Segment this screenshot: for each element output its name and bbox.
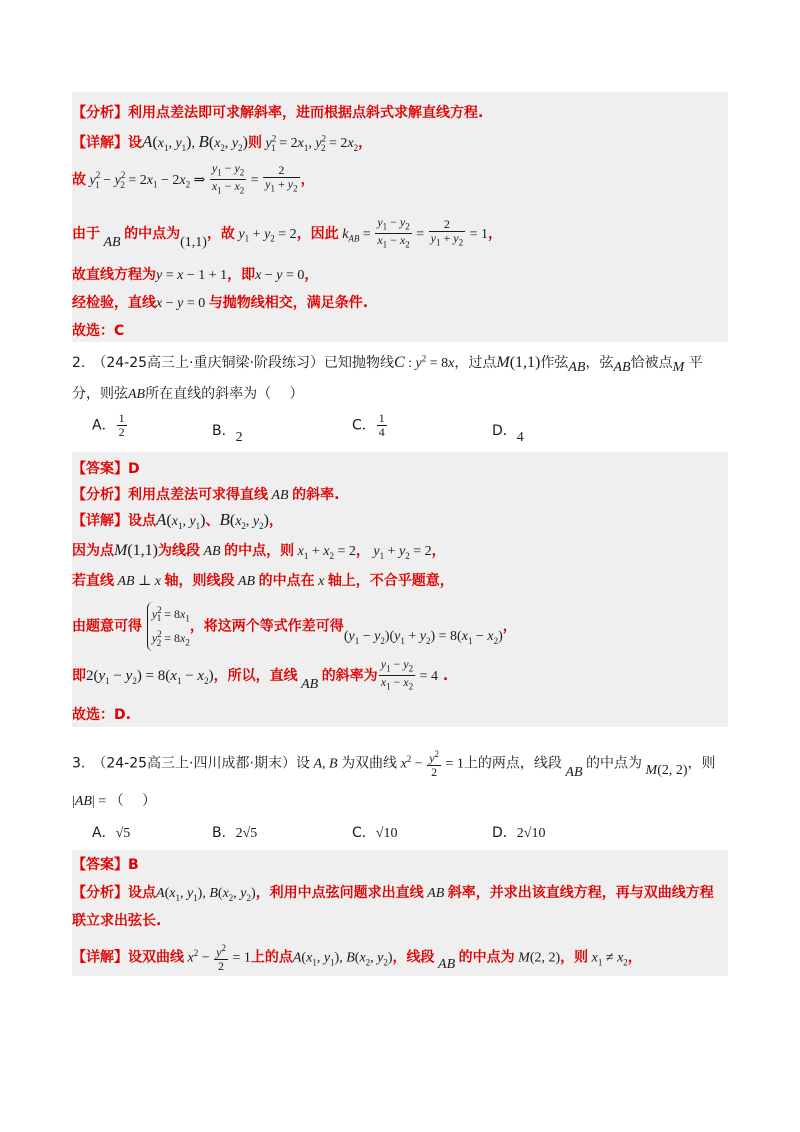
option-b[interactable]: B．2 <box>212 423 243 445</box>
detail-line-5: 经检验，直线x − y = 0 与抛物线相交，满足条件. <box>72 295 369 311</box>
option-a[interactable]: A． $\frac{1}{2}$ <box>92 411 125 439</box>
analysis-line-2: 联立求出弦长. <box>72 913 162 929</box>
detail-line-3: 若直线 AB ⊥ x 轴，则线段 AB 的中点在 x 轴上，不合乎题意， <box>72 573 454 589</box>
answer-line: 【答案】D <box>72 461 140 477</box>
choice-line: 故选：D. <box>72 707 131 723</box>
detail-line-5: 即$2(y_1 - y_2) = 8(x_1 - x_2)$，所以，直线 AB 的斜率为 $\frac{y_1 - y_2}{x_1 - x_2}$ = 4 . <box>72 657 449 692</box>
option-c[interactable]: C． $\frac{1}{4}$ <box>352 411 385 439</box>
option-c[interactable]: C．√10 <box>352 825 398 841</box>
detail-line-2: 因为点M(1,1)为线段 AB 的中点，则 $x_1 + x_2 = 2$， $y_1 + y_2 = 2$， <box>72 542 446 561</box>
solution-block-3 <box>72 850 728 976</box>
answer-line: 【答案】B <box>72 857 139 873</box>
question-3-stem-2: |AB| = （ ） <box>72 793 157 809</box>
question-3-stem: 3. （24-25高三上·四川成都·期末）设 A, B 为双曲线 $x^2$ − $\frac{y^2}{2}$ = 1上的两点，线段 AB 的中点为 M(2, 2)，则 <box>72 749 716 780</box>
option-b[interactable]: B．2√5 <box>212 825 258 841</box>
option-d[interactable]: D．2√10 <box>492 825 546 841</box>
detail-line: 【详解】设$A(x_1$, $y_1$), $B(x_2$, $y_2$)则 $y^2_1 = 2x_1$, $y^2_2 = 2x_2$， <box>72 132 373 153</box>
detail-line: 【详解】设双曲线 $x^2$ − $\frac{y^2}{2}$ = 1上的点$A(x_1$, $y_1$), $B(x_2$, $y_2$)，线段 AB 的中点为 M(2, 2)，则 $x_1 \ne x_2$， <box>72 943 642 973</box>
option-a[interactable]: A．√5 <box>92 825 131 841</box>
analysis-line: 【分析】设点$A(x_1$, $y_1$), $B(x_2$, $y_2$)，利用中点弦问题求出直线 AB 斜率，并求出该直线方程，再与双曲线方程 <box>72 885 714 903</box>
detail-line-2: 故 $y^2_1 - y^2_2 = 2x_1 - 2x_2$ ⇒ $\frac{y_1 - y_2}{x_1 - x_2}$ = $\frac{2}{y_1 + y_2}$ ， <box>72 161 315 196</box>
detail-line-3: 由于 AB 的中点为(1,1)，故 $y_1 + y_2 = 2$，因此 $k_{AB}$ = $\frac{y_1 - y_2}{x_1 - x_2}$ = $\frac{2}{y_1 + y_2}$ = 1， <box>72 215 502 250</box>
solution-block-2 <box>72 452 728 727</box>
question-2-stem-2: 分，则弦AB所在直线的斜率为（ ） <box>72 386 304 402</box>
analysis-line: 【分析】利用点差法可求得直线 AB 的斜率. <box>72 487 340 503</box>
detail-line-4: 由题意可得 $y^2_1 = 8x_1$ $y^2_2 = 8x_2$ ，将这两个等式作差可得$(y_1 - y_2)(y_1 + y_2) = 8(x_1 - x_2)$， <box>72 602 517 651</box>
choice-line: 故选：C <box>72 323 125 339</box>
solution-block-1 <box>72 92 728 342</box>
question-2-stem: 2. （24-25高三上·重庆铜梁·阶段练习）已知抛物线C : $y^2 = 8x$，过点M(1,1)作弦AB，弦AB恰被点M 平 <box>72 353 703 375</box>
analysis-line: 【分析】利用点差法即可求解斜率，进而根据点斜式求解直线方程. <box>72 105 484 121</box>
option-d[interactable]: D．4 <box>492 423 524 445</box>
detail-line: 【详解】设点$A(x_1$, $y_1$)、$B(x_2$, $y_2$)， <box>72 510 283 531</box>
detail-line-4: 故直线方程为y = x − 1 + 1，即x − y = 0， <box>72 267 319 283</box>
